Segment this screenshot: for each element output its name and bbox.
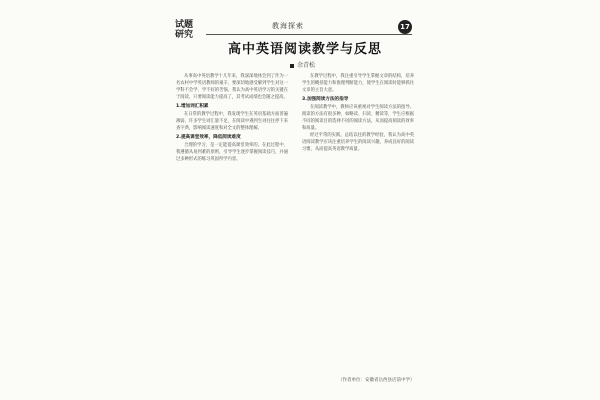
body-paragraph: 在教学过程中，我注重引导学生掌握文章的结构，培养学生的概括能力和推理判断能力，使学生在阅读时能够抓住文章的主旨大意。	[302, 74, 414, 93]
section-heading: 3.加强阅读方法的指导	[302, 97, 349, 102]
section-label: 教海探索	[272, 22, 304, 30]
left-column	[176, 73, 288, 163]
author-line	[290, 60, 315, 69]
author-affiliation: （作者单位：安徽省岳西县店前中学）	[338, 378, 415, 383]
journal-logo	[175, 20, 205, 46]
section-heading: 1.增加词汇积累	[176, 104, 209, 109]
header-divider	[206, 34, 412, 35]
author-name: 余青松	[297, 62, 316, 69]
article-title: 高中英语阅读教学与反思	[227, 42, 382, 57]
body-paragraph: 合理的学习，是一定能提高课堂效率的。在此过程中，我遵循从易到难的原则，引导学生逐步掌握阅读技巧，并通过多种形式的练习巩固所学内容。	[176, 143, 288, 162]
body-paragraph: 在阅读教学中，教师应该重视对学生阅读方法的指导。阅读的方法有很多种，如略读、扫读、精读等，学生应根据不同的阅读目的选择不同的阅读方法，从而提高阅读的效率和质量。	[302, 105, 414, 131]
author-bullet-icon	[290, 64, 294, 68]
body-paragraph: 经过平常的实践，总结以往的教学经验，我认为高中英语阅读教学应该注重培养学生的阅读兴趣，养成良好的阅读习惯，从而提高英语教学质量。	[302, 133, 414, 152]
journal-logo-line2: 研究	[175, 30, 194, 40]
right-column	[302, 73, 414, 153]
intro-paragraph: 从事高中英语教学十几年来，我深深地体会到了作为一名农村中学英语教师的艰辛，要深切地感受解到学生对这一学科不会学、学不好的苦恼。我认为高中英语学习的关键在于阅读，只要阅读能力提高了，其考试成绩也会随之提高。	[176, 74, 288, 100]
section-heading: 2.提高课堂效率，降低阅读难度	[176, 135, 241, 140]
journal-logo-line1: 试题	[175, 20, 194, 30]
page-number-badge: 17	[398, 20, 412, 34]
body-paragraph: 在日常的教学过程中，我发现学生在英语基础方面普遍薄弱，许多学生词汇量不足，在阅读中遇到生词往往停下来查字典，影响阅读速度和对全文的整体理解。	[176, 112, 288, 131]
